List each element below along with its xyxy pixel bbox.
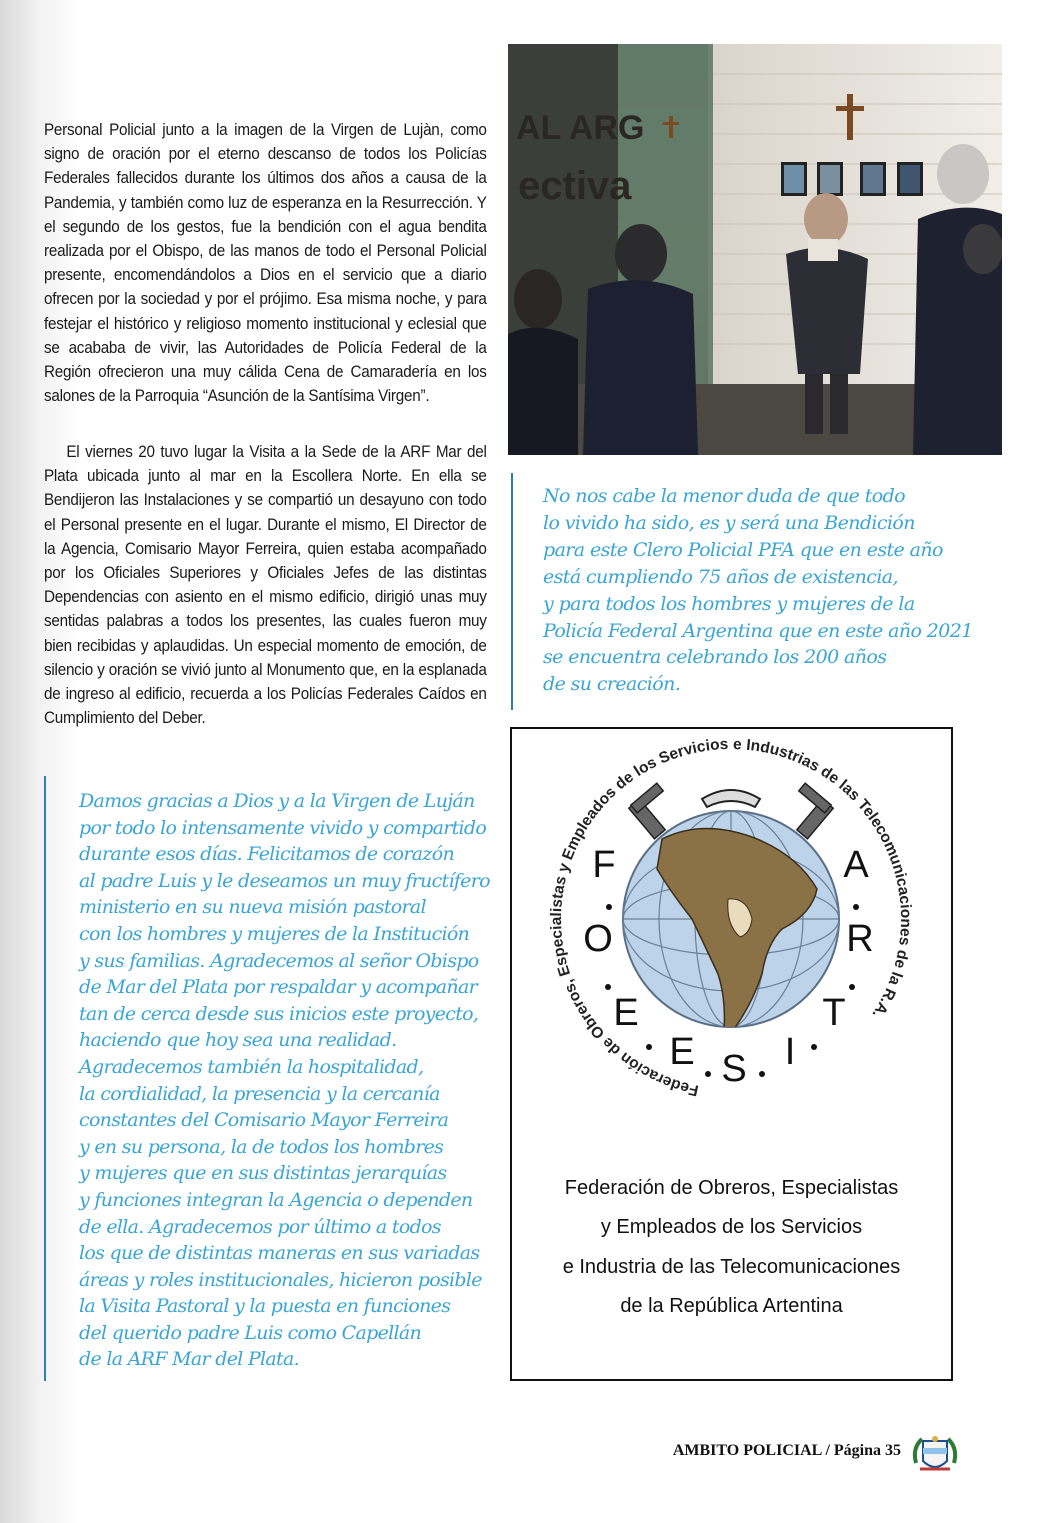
article-text: El viernes 20 tuvo lugar la Visita a la Sede de la ARF Mar del Plata ubicada junto al mar en la Escollera Norte. En ella se Bendijeron las Instalaciones y se compartió un desayuno con todo el Personal presente en el lugar. Durante el mismo, El Director de la Agencia, Comisario Mayor Ferreira, quien estaba acompañado por los Oficiales Superiores y Oficiales Jefes de las distintas Dependencias con asiento en el mismo edificio, dirigió unas muy sentidas palabras a todos los presentes, las cuales fueron muy bien recibidas y aplaudidas. Un especial momento de emoción, de silencio y oración se vivió junto al Monumento que, en la esplanada de ingreso al edificio, recuerda a los Policías Federales Caídos en Cumplimiento del Deber. <box>44 443 487 728</box>
quote-bar-right <box>511 473 513 710</box>
logo-letter: T <box>822 992 846 1034</box>
logo-letter: R <box>846 918 874 960</box>
police-emblem-icon <box>910 1433 960 1477</box>
pull-quote-right: No nos cabe la menor duda de que todo lo vivido ha sido, es y será una Bendición para este Clero Policial PFA que en este año está cumpliendo 75 años de existencia, y para todos los hombres y mujeres de la Policía Federal Argentina que en este año 2021 se encuentra celebrando los 200 años de su creación. <box>543 485 973 696</box>
logo-letter: E <box>613 992 639 1034</box>
photo-illustration <box>508 44 1002 455</box>
logo-letter: F <box>592 844 616 886</box>
wall-lettering-mid: ectiva <box>518 164 632 208</box>
logo-letter: I <box>784 1031 796 1073</box>
logo-caption <box>512 1169 951 1326</box>
foeesitra-logo <box>512 729 951 1149</box>
article-paragraph-2 <box>44 440 487 738</box>
page-footer: AMBITO POLICIAL / Página 35 <box>672 1442 901 1459</box>
pull-quote-left: Damos gracias a Dios y a la Virgen de Luján por todo lo intensamente vivido y compartido durante esos días. Felicitamos de corazón al padre Luis y le deseamos un muy fructífero ministerio en su nueva misión pastoral con los hombres y mujeres de la Institución y sus familias. Agradecemos al señor Obispo de Mar del Plata por respaldar y acompañar tan de cerca desde sus inicios este proyecto, haciendo que hoy sea una realidad. Agradecemos también la hospitalidad, la cordialidad, la presencia y la cercanía constantes del Comisario Mayor Ferreira y en su persona, la de todos los hombres y mujeres que en sus distintas jerarquías y funciones integran la Agencia o dependen de ella. Agradecemos por último a todos los que de distintas maneras en sus variadas áreas y roles institucionales, hicieron posible la Visita Pastoral y la puesta en funciones del querido padre Luis como Capellán de la ARF Mar del Plata. <box>79 790 490 1371</box>
article-paragraph-1 <box>44 118 487 416</box>
tools-icon-right <box>797 783 833 839</box>
tools-icon-left <box>629 783 665 839</box>
wall-lettering-top: AL ARG <box>516 109 645 147</box>
article-text: Personal Policial junto a la imagen de la Virgen de Lujàn, como signo de oración por el eterno descanso de todos los Policías Federales fallecidos durante los últimos dos años a causa de la Pandemia, y también como luz de esperanza en la Resurrección. Y el segundo de los gestos, fue la bendición con el agua bendita realizada por el Obispo, de las manos de todo el Personal Policial presente, encomendándolos a Dios en el servicio que a diario ofrecen por la sociedad y por el prójimo. Esa misma noche, y para festejar el histórico y religioso momento institucional y eclesial que se acababa de vivir, las Autoridades de Policía Federal de la Región ofrecieron una muy cálida Cena de Camaradería en los salones de la Parroquia “Asunción de la Santísima Virgen”. <box>44 121 487 406</box>
caption-line: y Empleados de los Servicios <box>600 1216 863 1239</box>
quote-bar-left <box>44 776 46 1381</box>
caption-line: de la República Artentina <box>620 1294 843 1317</box>
logo-ring-text: Federación de Obreros, Especialistas y Empleados de los Servicios e Industrias de las Telecomunicaciones de la R.A. <box>548 735 915 1099</box>
union-ad-box <box>510 727 953 1381</box>
logo-letter: A <box>843 844 869 886</box>
logo-letter: E <box>669 1031 695 1073</box>
telephone-icon <box>702 790 760 807</box>
logo-letter: S <box>721 1048 747 1090</box>
caption-line: e Industria de las Telecomunicaciones <box>562 1255 901 1278</box>
logo-letter: O <box>583 918 613 960</box>
event-photo <box>508 44 1002 455</box>
caption-line: Federación de Obreros, Especialistas <box>564 1177 899 1199</box>
